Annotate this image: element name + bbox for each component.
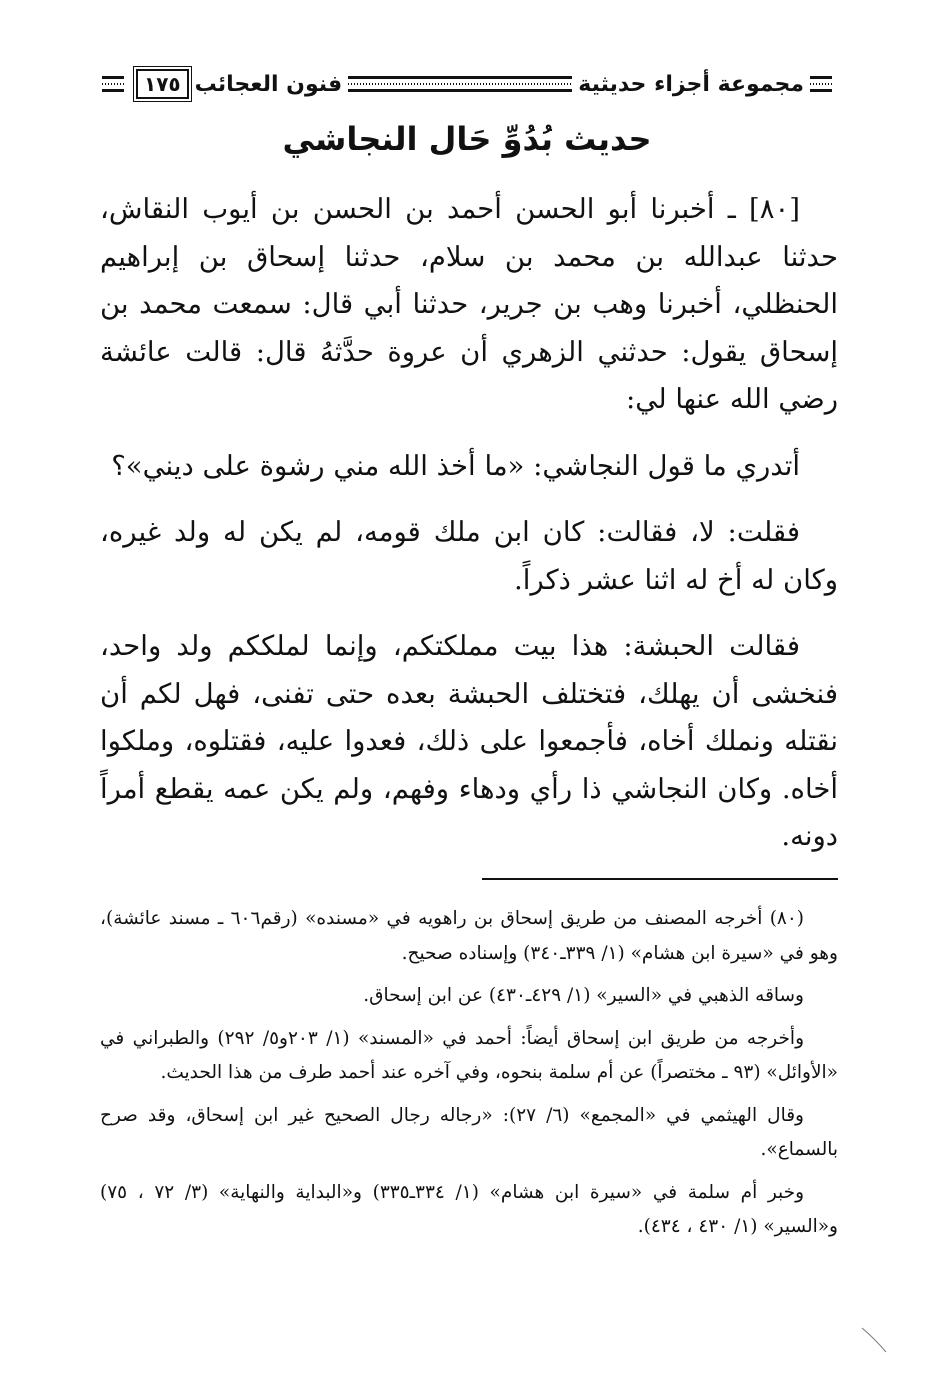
header-ornament-bar [810, 76, 832, 92]
header-ornament-bar [102, 76, 124, 92]
footnote-paragraph: وأخرجه من طريق ابن إسحاق أيضاً: أحمد في «المسند» (١/ ٢٠٣و٥/ ٢٩٢) والطبراني في «الأوائل» (٩٣ ـ مختصراً) عن أم سلمة بنحوه، وفي آخره عند أحمد طرف من هذا الحديث. [100, 1027, 838, 1083]
footnote-separator [482, 878, 838, 880]
running-header [96, 64, 838, 104]
paragraph-answer: فقلت: لا، فقالت: كان ابن ملك قومه، لم يكن له ولد غيره، وكان له أخ له اثنا عشر ذكراً. [100, 516, 838, 596]
footnote-paragraph: (٨٠) أخرجه المصنف من طريق إسحاق بن راهويه في «مسنده» (رقم٦٠٦ ـ مسند عائشة)، وهو في «سيرة ابن هشام» (١/ ٣٣٩ـ٣٤٠) وإسناده صحيح. [100, 908, 838, 964]
pen-stroke-mark [860, 1326, 890, 1354]
paragraph-question: أتدري ما قول النجاشي: «ما أخذ الله مني رشوة على ديني»؟ [111, 449, 800, 482]
hadith-title: حديث بُدُوِّ حَال النجاشي [282, 120, 652, 158]
book-title: مجموعة أجزاء حديثية [578, 71, 804, 97]
paragraph-story: فقالت الحبشة: هذا بيت مملكتكم، وإنما لملككم ولد واحد، فنخشى أن يهلك، فتختلف الحبشة بعده حتى تفنى، فهل لكم أن نقتله ونملك أخاه، فأجمعوا على ذلك، فعدوا عليه، فقتلوه، وملكوا أخاه. وكان النجاشي ذا رأي ودهاء وفهم، ولم يكن عمه يقطع أمراً دونه. [100, 630, 838, 852]
footnote-paragraph: وخبر أم سلمة في «سيرة ابن هشام» (١/ ٣٣٤ـ٣٣٥) و«البداية والنهاية» (٣/ ٧٢ ، ٧٥) و«السير» (١/ ٤٣٠ ، ٤٣٤). [100, 1181, 838, 1237]
page-number: ١٧٥ [136, 69, 189, 99]
main-text [100, 186, 838, 861]
footnotes [100, 902, 838, 1245]
footnote-paragraph: وساقه الذهبي في «السير» (١/ ٤٢٩ـ٤٣٠) عن ابن إسحاق. [363, 985, 804, 1006]
header-ornament-bar [348, 76, 572, 92]
paragraph-isnad: [٨٠] ـ أخبرنا أبو الحسن أحمد بن الحسن بن أيوب النقاش، حدثنا عبدالله بن محمد بن سلام، حدثنا إسحاق بن إبراهيم الحنظلي، أخبرنا وهب بن جرير، حدثنا أبي قال: سمعت محمد بن إسحاق يقول: حدثني الزهري أن عروة حدَّثهُ قال: قالت عائشة رضي الله عنها لي: [100, 193, 838, 415]
section-title: فنون العجائب [194, 71, 343, 97]
footnote-paragraph: وقال الهيثمي في «المجمع» (٦/ ٢٧): «رجاله رجال الصحيح غير ابن إسحاق، وقد صرح بالسماع». [100, 1104, 838, 1160]
